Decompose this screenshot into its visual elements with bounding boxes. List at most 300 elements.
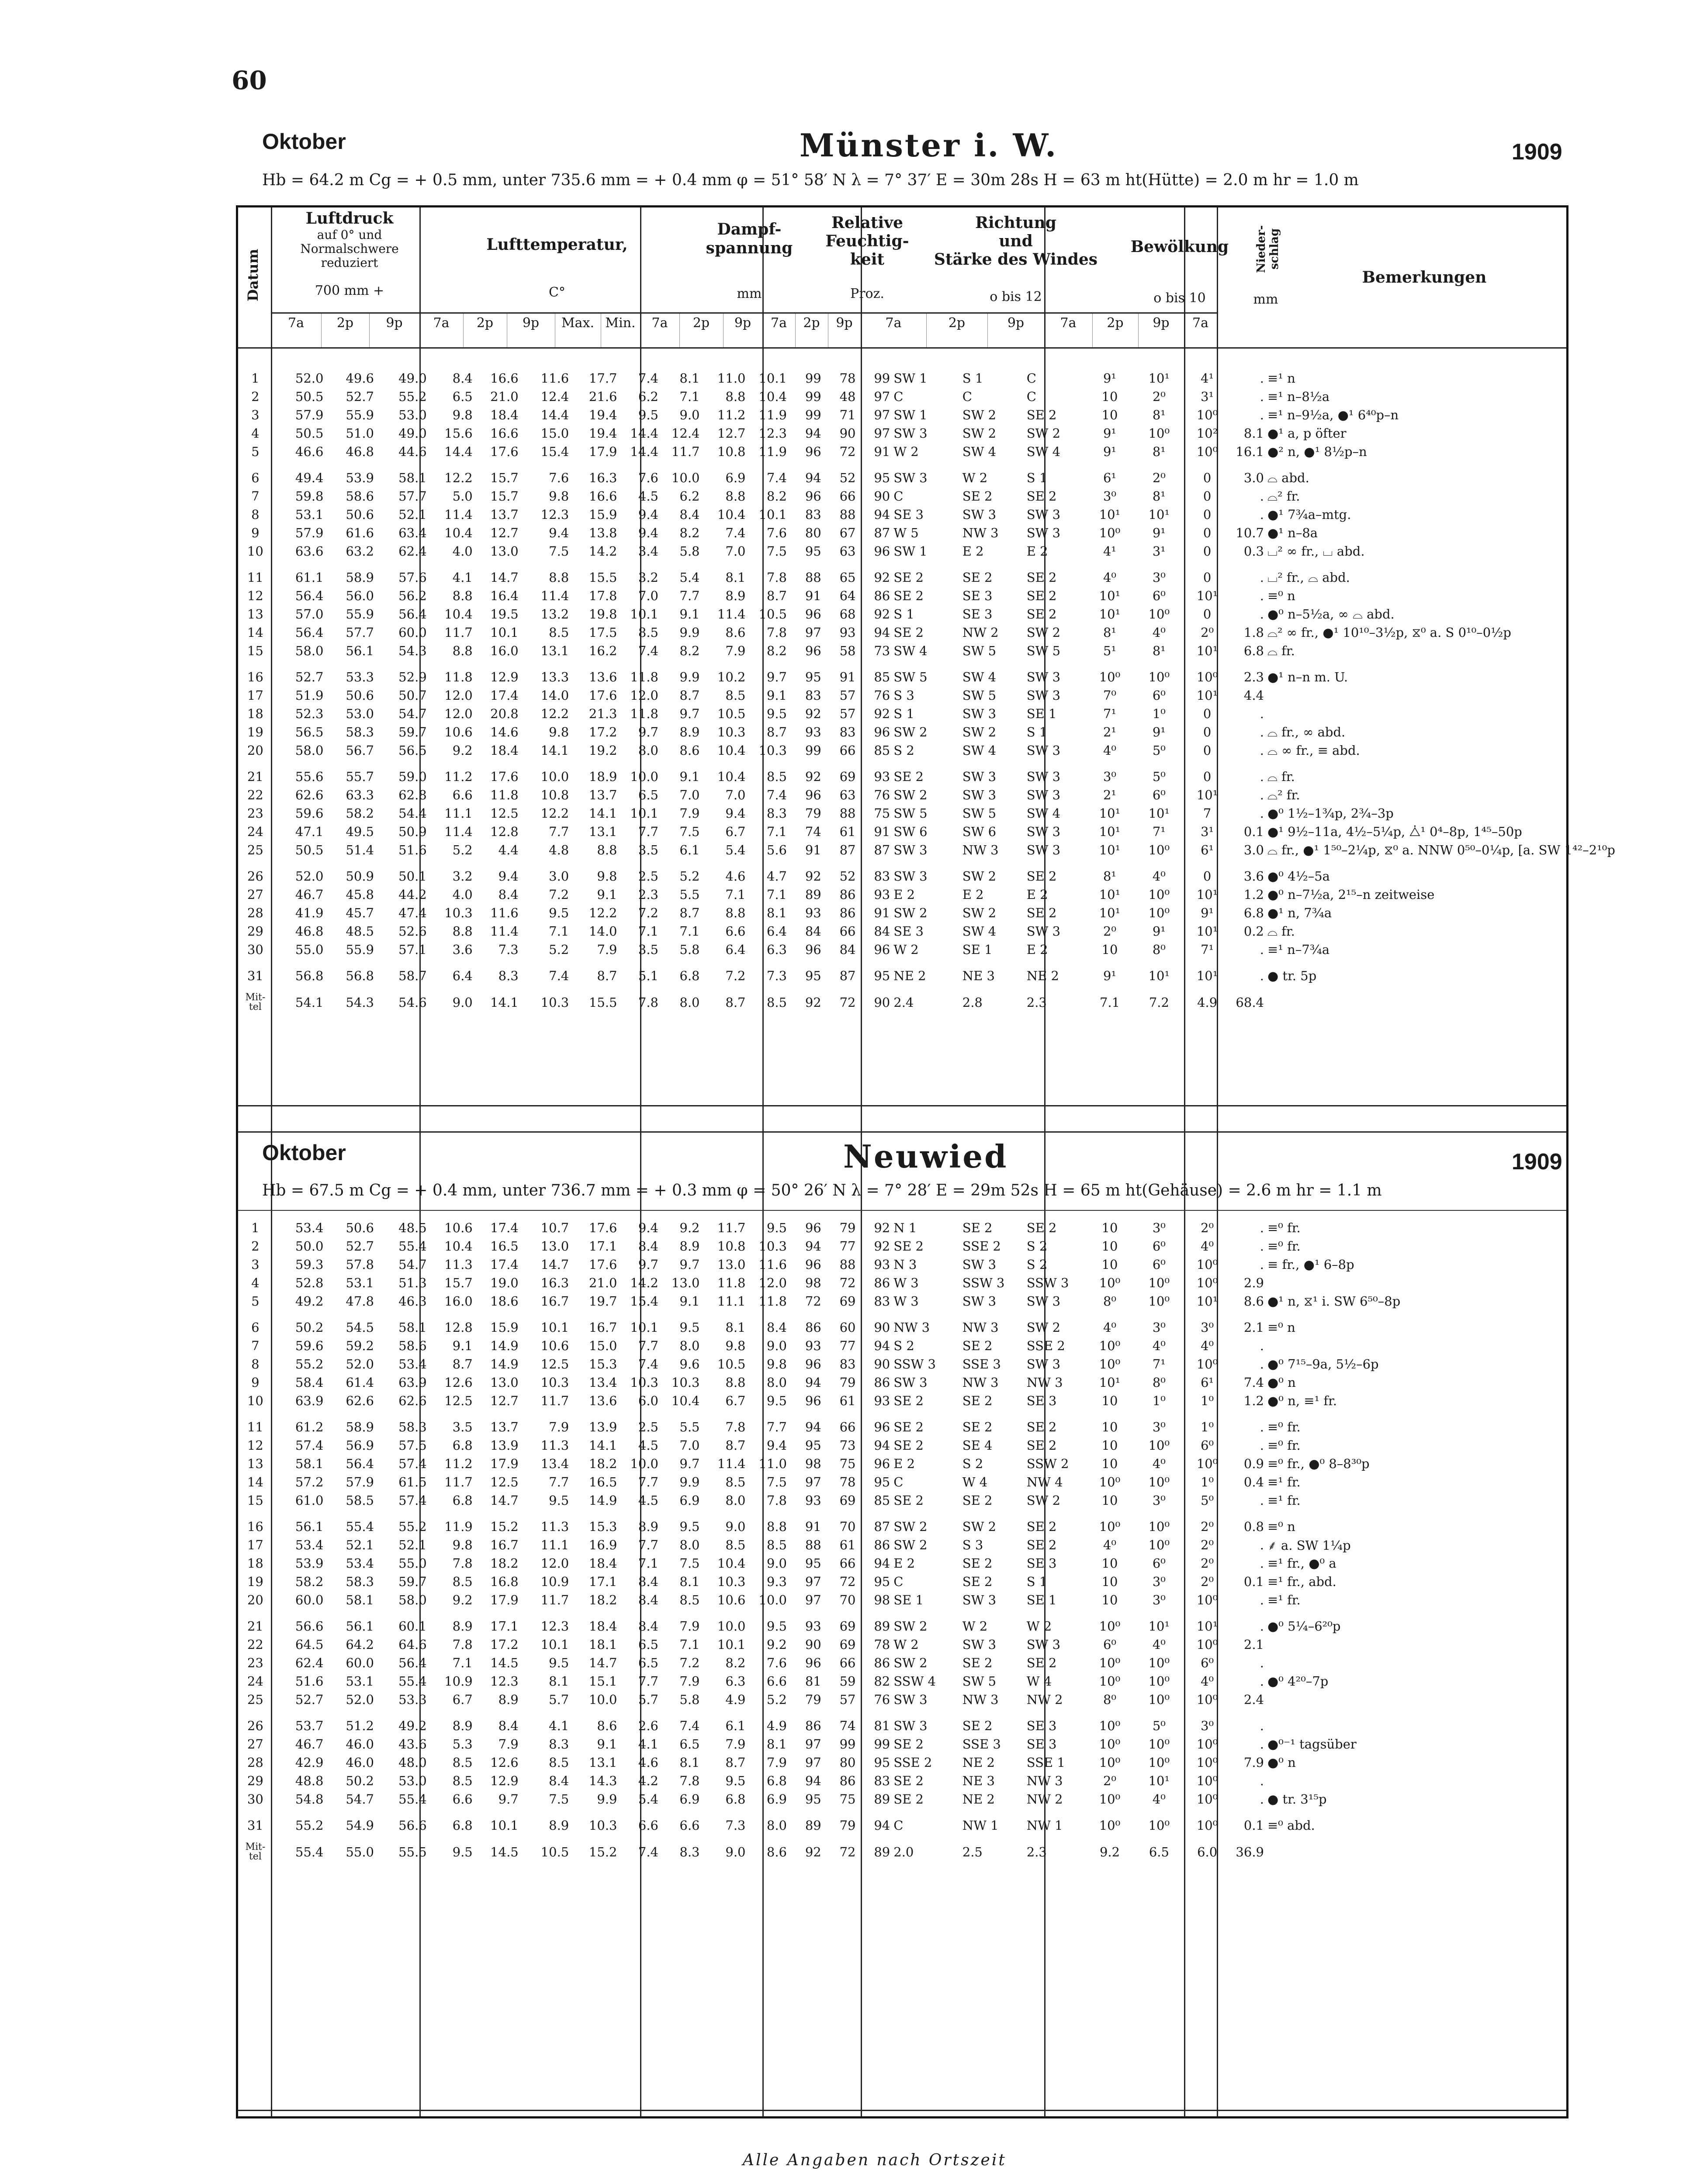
table-cell: 24 bbox=[247, 1674, 263, 1689]
table-cell: C bbox=[893, 1818, 904, 1833]
table-cell: 7.5 bbox=[549, 1792, 569, 1807]
table-row bbox=[238, 885, 1566, 904]
table-cell: 80 bbox=[839, 1755, 856, 1770]
table-cell: 21.0 bbox=[490, 389, 519, 404]
table-cell: 10.6 bbox=[444, 725, 473, 740]
table-cell: 58.0 bbox=[398, 1593, 427, 1607]
table-cell: 21 bbox=[247, 1619, 263, 1634]
table-cell: 0 bbox=[1203, 769, 1212, 784]
table-cell: 56.9 bbox=[346, 1438, 374, 1453]
table-cell: 9.7 bbox=[638, 1257, 658, 1272]
table-cell: 10.1 bbox=[717, 1637, 746, 1652]
table-cell: S 2 bbox=[1026, 1239, 1048, 1254]
table-cell: 6.4 bbox=[766, 924, 787, 939]
time-header: 9p bbox=[522, 315, 540, 331]
table-cell: 20.8 bbox=[490, 706, 519, 721]
table-row bbox=[238, 967, 1566, 985]
table-cell: 10.3 bbox=[540, 1375, 569, 1390]
time-header: 2p bbox=[803, 315, 820, 331]
table-cell: 16.7 bbox=[540, 1294, 569, 1309]
table-cell: 9.0 bbox=[766, 1556, 787, 1571]
table-cell: 5.4 bbox=[725, 843, 746, 857]
table-cell: 7.4 bbox=[638, 1357, 658, 1372]
table-cell: 9.5 bbox=[549, 905, 569, 920]
table-cell: C bbox=[962, 389, 972, 404]
table-cell: 54.9 bbox=[346, 1818, 374, 1833]
table-cell: 19.8 bbox=[589, 607, 617, 622]
header-bewoelkung: Bewölkung bbox=[1130, 238, 1229, 256]
table-cell: SE 2 bbox=[1026, 1655, 1057, 1670]
table-cell: 50.9 bbox=[398, 824, 427, 839]
header-dampf-2: spannung bbox=[706, 239, 793, 257]
table-cell: 47.1 bbox=[295, 824, 324, 839]
table-cell: 53.0 bbox=[346, 706, 374, 721]
table-cell: 12.0 bbox=[540, 1556, 569, 1571]
table-cell: 8.8 bbox=[766, 1519, 787, 1534]
table-cell: . bbox=[1260, 1357, 1264, 1372]
table-cell: 13 bbox=[247, 1456, 263, 1471]
table-cell: 12.9 bbox=[490, 670, 519, 684]
table-cell: ≡⁰ n bbox=[1267, 1320, 1295, 1335]
table-cell: E 2 bbox=[1026, 887, 1048, 902]
table-cell: 5.4 bbox=[679, 570, 700, 585]
table-cell: 86 bbox=[839, 905, 856, 920]
table-cell: SE 2 bbox=[893, 570, 924, 585]
table-cell: 66 bbox=[839, 1420, 856, 1434]
mean-cell: 10.5 bbox=[540, 1845, 569, 1859]
table-cell bbox=[1266, 1772, 1566, 1790]
table-cell: SSW 3 bbox=[962, 1275, 1005, 1290]
table-cell: 2.6 bbox=[638, 1718, 658, 1733]
table-cell: 10⁰ bbox=[1099, 1718, 1121, 1733]
table-cell: 56.4 bbox=[295, 625, 324, 640]
table-cell: 81 bbox=[874, 1718, 890, 1733]
table-cell: 52.9 bbox=[398, 670, 427, 684]
table-cell: 14.1 bbox=[589, 1438, 617, 1453]
table-cell: SW 3 bbox=[1026, 788, 1061, 802]
table-cell: 58.0 bbox=[295, 743, 324, 758]
table-cell: N 3 bbox=[893, 1257, 917, 1272]
table-cell: 90 bbox=[874, 489, 890, 504]
table-cell: W 3 bbox=[893, 1275, 919, 1290]
table-cell: 4⁰ bbox=[1152, 1338, 1166, 1353]
table-cell: 9¹ bbox=[1201, 905, 1214, 920]
table-cell: ●¹ n, 7¾a bbox=[1267, 905, 1332, 920]
table-cell: E 2 bbox=[893, 1456, 915, 1471]
table-cell: 99 bbox=[805, 389, 821, 404]
table-cell: SE 3 bbox=[1026, 1737, 1057, 1752]
table-cell: 10.3 bbox=[444, 905, 473, 920]
table-cell: 12.3 bbox=[758, 426, 787, 441]
table-cell: 12.0 bbox=[630, 688, 658, 703]
table-cell: SW 3 bbox=[962, 788, 997, 802]
table-cell: 10.3 bbox=[717, 725, 746, 740]
table-cell: 16 bbox=[247, 1519, 263, 1534]
table-cell: 30 bbox=[247, 1792, 263, 1807]
section-2-station: Neuwied bbox=[843, 1138, 1008, 1175]
table-cell: 9.1 bbox=[597, 887, 617, 902]
table-cell: 10⁰ bbox=[1196, 444, 1218, 459]
table-cell: 58.5 bbox=[346, 1493, 374, 1508]
table-cell: 0 bbox=[1203, 544, 1212, 559]
header-bewoelkung-unit: o bis 10 bbox=[1153, 290, 1206, 306]
table-cell: 83 bbox=[805, 688, 821, 703]
table-row bbox=[238, 786, 1566, 804]
table-cell: 9.4 bbox=[725, 806, 746, 821]
table-cell: SW 3 bbox=[893, 1692, 928, 1707]
table-cell bbox=[1266, 686, 1566, 705]
table-cell: 19.0 bbox=[490, 1275, 519, 1290]
table-cell: SE 2 bbox=[1026, 588, 1057, 603]
table-cell: 0.8 bbox=[1243, 1519, 1264, 1534]
table-cell: S 1 bbox=[893, 706, 914, 721]
table-cell: 8.4 bbox=[638, 1574, 658, 1589]
table-cell: 10¹ bbox=[1099, 905, 1121, 920]
table-cell: 9.9 bbox=[597, 1792, 617, 1807]
table-cell: 58.3 bbox=[346, 1574, 374, 1589]
table-cell: 46.7 bbox=[295, 1737, 324, 1752]
table-cell: 20 bbox=[247, 743, 263, 758]
table-cell: SW 5 bbox=[962, 1674, 997, 1689]
table-cell: 2⁰ bbox=[1201, 1519, 1214, 1534]
table-cell: 74 bbox=[805, 824, 821, 839]
table-cell: SE 3 bbox=[1026, 1556, 1057, 1571]
table-cell: 56.4 bbox=[398, 1655, 427, 1670]
table-cell: ⌴² ∞ fr., ⌴ abd. bbox=[1267, 543, 1365, 559]
table-cell: 79 bbox=[805, 1692, 821, 1707]
table-cell: 10¹ bbox=[1196, 643, 1218, 658]
table-cell: SW 4 bbox=[1026, 444, 1061, 459]
table-cell: 11.3 bbox=[444, 1257, 473, 1272]
table-cell: 8¹ bbox=[1152, 444, 1166, 459]
table-cell: ≡⁰ fr. bbox=[1267, 1438, 1301, 1453]
table-cell: 53.7 bbox=[295, 1718, 324, 1733]
table-cell: 8.1 bbox=[549, 1674, 569, 1689]
table-cell: 6⁰ bbox=[1201, 1655, 1214, 1670]
table-cell: 91 bbox=[874, 905, 890, 920]
table-cell: 49.2 bbox=[295, 1294, 324, 1309]
table-cell: ●¹ n–n m. U. bbox=[1267, 670, 1348, 684]
table-cell: 9.0 bbox=[725, 1519, 746, 1534]
table-cell: 2.5 bbox=[638, 869, 658, 884]
table-cell: 97 bbox=[805, 1574, 821, 1589]
table-cell: 83 bbox=[874, 869, 890, 884]
table-cell: 93 bbox=[874, 887, 890, 902]
table-cell: 46.0 bbox=[346, 1755, 374, 1770]
table-cell: 50.1 bbox=[398, 869, 427, 884]
table-cell: SW 3 bbox=[1026, 670, 1061, 684]
table-cell: 10 bbox=[1101, 1239, 1118, 1254]
table-cell: 53.1 bbox=[346, 1674, 374, 1689]
table-cell: 9.8 bbox=[549, 725, 569, 740]
table-cell: 62.4 bbox=[398, 544, 427, 559]
table-cell: 5.6 bbox=[766, 843, 787, 857]
table-cell: 52 bbox=[839, 470, 856, 485]
table-cell: 87 bbox=[874, 843, 890, 857]
table-cell: 56.2 bbox=[398, 588, 427, 603]
table-cell: 17.1 bbox=[589, 1574, 617, 1589]
table-cell: 10⁰ bbox=[1196, 1818, 1218, 1833]
table-cell: 11.8 bbox=[444, 670, 473, 684]
table-cell: 18.1 bbox=[589, 1637, 617, 1652]
table-cell: 9.5 bbox=[679, 1320, 700, 1335]
table-cell: ●¹ a, p öfter bbox=[1267, 426, 1347, 441]
table-cell: S 1 bbox=[893, 607, 914, 622]
table-cell: 6⁰ bbox=[1152, 688, 1166, 703]
table-cell: SW 4 bbox=[962, 670, 997, 684]
table-cell: 8.0 bbox=[725, 1493, 746, 1508]
table-cell: 10.4 bbox=[717, 769, 746, 784]
table-cell: 54.7 bbox=[346, 1792, 374, 1807]
table-cell: 67 bbox=[839, 525, 856, 540]
table-cell: 94 bbox=[805, 1773, 821, 1788]
table-cell: 9.6 bbox=[679, 1357, 700, 1372]
table-cell: 7.0 bbox=[679, 788, 700, 802]
table-cell: 14.7 bbox=[490, 1493, 519, 1508]
table-cell: 3⁰ bbox=[1152, 570, 1166, 585]
table-cell: 95 bbox=[805, 670, 821, 684]
table-cell: 58.1 bbox=[398, 1320, 427, 1335]
table-cell: SW 5 bbox=[893, 806, 928, 821]
table-cell: 10.4 bbox=[444, 607, 473, 622]
mean-cell: 9.0 bbox=[452, 995, 473, 1010]
table-cell: 10⁰ bbox=[1099, 525, 1121, 540]
table-cell: 61 bbox=[839, 1538, 856, 1552]
table-cell: ⌓² fr. bbox=[1267, 787, 1300, 802]
table-cell: 11.0 bbox=[758, 1456, 787, 1471]
table-cell: 62.6 bbox=[295, 788, 324, 802]
table-cell: ≡¹ fr. bbox=[1267, 1475, 1301, 1489]
table-cell: 8¹ bbox=[1152, 489, 1166, 504]
table-cell: 10⁰ bbox=[1099, 1655, 1121, 1670]
table-cell: SE 2 bbox=[962, 1338, 993, 1353]
table-cell: 1.2 bbox=[1243, 1393, 1264, 1408]
table-cell: 8⁰ bbox=[1152, 942, 1166, 957]
table-cell: 50.2 bbox=[346, 1773, 374, 1788]
table-cell: SW 3 bbox=[1026, 843, 1061, 857]
table-cell: 8.8 bbox=[452, 643, 473, 658]
table-cell: 18.2 bbox=[589, 1593, 617, 1607]
table-cell: 7.8 bbox=[679, 1773, 700, 1788]
table-cell: 94 bbox=[874, 625, 890, 640]
table-cell: 7.4 bbox=[766, 788, 787, 802]
table-cell: 7.9 bbox=[679, 1619, 700, 1634]
table-cell: 6.3 bbox=[766, 942, 787, 957]
table-cell: 9.7 bbox=[679, 706, 700, 721]
table-cell: 83 bbox=[874, 1294, 890, 1309]
time-header: 2p bbox=[476, 315, 494, 331]
table-cell: 10⁰ bbox=[1148, 1519, 1170, 1534]
table-cell: 5.1 bbox=[638, 968, 658, 983]
table-cell: 11.8 bbox=[717, 1275, 746, 1290]
table-cell: 10⁰ bbox=[1196, 1737, 1218, 1752]
table-cell: S 2 bbox=[893, 743, 914, 758]
table-cell: 0.1 bbox=[1243, 824, 1264, 839]
table-cell: 83 bbox=[805, 507, 821, 522]
table-cell: 60.0 bbox=[346, 1655, 374, 1670]
table-cell: 4⁰ bbox=[1201, 1674, 1214, 1689]
table-cell: 12.5 bbox=[490, 1475, 519, 1489]
table-cell: 10.9 bbox=[540, 1574, 569, 1589]
table-cell: 97 bbox=[805, 625, 821, 640]
table-cell: 13.0 bbox=[540, 1239, 569, 1254]
table-cell: 8.5 bbox=[766, 1538, 787, 1552]
table-cell: 0 bbox=[1203, 525, 1212, 540]
table-cell: 18.4 bbox=[589, 1556, 617, 1571]
table-cell: 63.6 bbox=[295, 544, 324, 559]
table-cell: 8.5 bbox=[725, 1475, 746, 1489]
table-cell: 61 bbox=[839, 824, 856, 839]
table-cell: 91 bbox=[805, 843, 821, 857]
table-cell: 94 bbox=[805, 1239, 821, 1254]
table-cell: ⌓² ∞ fr., ●¹ 10¹⁰–3½p, ⧖⁰ a. S 0¹⁰–0½p bbox=[1267, 625, 1511, 640]
table-cell: 6.8 bbox=[1243, 905, 1264, 920]
table-cell: 58.6 bbox=[398, 1338, 427, 1353]
mean-cell: 54.3 bbox=[346, 995, 374, 1010]
table-cell: SE 2 bbox=[893, 1493, 924, 1508]
table-cell: 56.7 bbox=[346, 743, 374, 758]
table-cell: 53.3 bbox=[346, 670, 374, 684]
table-cell: 78 bbox=[839, 1475, 856, 1489]
table-cell: 53.4 bbox=[295, 1220, 324, 1235]
table-cell: 8.0 bbox=[766, 1818, 787, 1833]
table-cell: 13.1 bbox=[589, 824, 617, 839]
table-cell: 48.5 bbox=[346, 924, 374, 939]
table-row bbox=[238, 1536, 1566, 1554]
table-cell: 4⁰ bbox=[1103, 743, 1117, 758]
table-cell: 58.0 bbox=[295, 643, 324, 658]
table-cell: ●⁰ n, ≡¹ fr. bbox=[1267, 1393, 1337, 1408]
table-cell: ≡¹ n bbox=[1267, 371, 1295, 386]
table-cell: 1⁰ bbox=[1152, 706, 1166, 721]
table-cell: 6.9 bbox=[679, 1792, 700, 1807]
table-cell: 10⁰ bbox=[1148, 1538, 1170, 1552]
table-cell: 57 bbox=[839, 1692, 856, 1707]
table-cell: 10.6 bbox=[540, 1338, 569, 1353]
table-cell: 2¹ bbox=[1103, 725, 1117, 740]
table-cell: 8.2 bbox=[766, 643, 787, 658]
table-cell: 8.4 bbox=[766, 1320, 787, 1335]
table-cell: NW 3 bbox=[1026, 1375, 1063, 1390]
table-cell: 95 bbox=[805, 1438, 821, 1453]
table-cell: SE 2 bbox=[893, 1438, 924, 1453]
table-cell: ≡¹ fr. bbox=[1267, 1493, 1301, 1508]
table-cell: 10⁰ bbox=[1148, 1294, 1170, 1309]
table-cell: 55.9 bbox=[346, 942, 374, 957]
table-cell: 6⁰ bbox=[1152, 788, 1166, 802]
table-cell: 52.1 bbox=[398, 1538, 427, 1552]
table-cell: 93 bbox=[839, 625, 856, 640]
table-cell: 10⁰ bbox=[1196, 1755, 1218, 1770]
table-cell: C bbox=[893, 1475, 904, 1489]
table-cell: 7.4 bbox=[549, 968, 569, 983]
table-cell: 10.9 bbox=[444, 1674, 473, 1689]
table-cell: 0 bbox=[1203, 743, 1212, 758]
table-cell: 3⁰ bbox=[1152, 1493, 1166, 1508]
table-cell: 47.4 bbox=[398, 905, 427, 920]
header-wind-2: und bbox=[999, 232, 1033, 250]
table-cell: SSW 3 bbox=[1026, 1275, 1069, 1290]
table-cell: 10.4 bbox=[717, 743, 746, 758]
table-cell: . bbox=[1260, 1239, 1264, 1254]
table-cell: 6¹ bbox=[1103, 470, 1117, 485]
table-cell: 5 bbox=[251, 444, 260, 459]
table-cell: E 2 bbox=[893, 1556, 915, 1571]
table-cell: SW 6 bbox=[962, 824, 997, 839]
table-cell: 57.7 bbox=[346, 625, 374, 640]
table-cell: 19.2 bbox=[589, 743, 617, 758]
table-cell: ≡⁰ fr. bbox=[1267, 1239, 1301, 1254]
table-cell: ⌓ abd. bbox=[1267, 470, 1309, 485]
table-cell: W 3 bbox=[893, 1294, 919, 1309]
table-cell: 23 bbox=[247, 1655, 263, 1670]
table-cell: ⌓² fr. bbox=[1267, 488, 1300, 504]
time-header: 7a bbox=[288, 315, 304, 331]
table-cell: 87 bbox=[839, 968, 856, 983]
table-cell: 70 bbox=[839, 1519, 856, 1534]
table-cell: ●⁰ 5¼–6²⁰p bbox=[1267, 1619, 1341, 1634]
table-cell: 8.0 bbox=[638, 743, 658, 758]
table-cell: 50.5 bbox=[295, 426, 324, 441]
table-cell: 8.5 bbox=[725, 1538, 746, 1552]
table-cell: 8.3 bbox=[549, 1737, 569, 1752]
table-cell: 6.9 bbox=[679, 1493, 700, 1508]
header-feuchte-3: keit bbox=[850, 250, 885, 269]
table-cell: 11.1 bbox=[444, 806, 473, 821]
table-cell: 16.6 bbox=[589, 489, 617, 504]
table-cell: 9.3 bbox=[766, 1574, 787, 1589]
table-cell: 7.4 bbox=[766, 470, 787, 485]
table-cell: 6.6 bbox=[452, 788, 473, 802]
table-cell: 31 bbox=[247, 968, 263, 983]
table-cell: 92 bbox=[874, 1239, 890, 1254]
table-cell: 19.7 bbox=[589, 1294, 617, 1309]
table-cell: 10.3 bbox=[589, 1818, 617, 1833]
table-cell: 0 bbox=[1203, 869, 1212, 884]
table-cell: ≡ fr., ●¹ 6–8p bbox=[1267, 1257, 1354, 1272]
grid-hline bbox=[238, 347, 1566, 349]
table-cell: 59.2 bbox=[346, 1338, 374, 1353]
table-cell: 5⁰ bbox=[1152, 743, 1166, 758]
time-header: 2p bbox=[336, 315, 354, 331]
table-cell: 8.5 bbox=[725, 688, 746, 703]
table-cell: 52.7 bbox=[295, 670, 324, 684]
table-cell: . bbox=[1260, 1257, 1264, 1272]
table-cell: 8.6 bbox=[597, 1718, 617, 1733]
table-cell: 64.2 bbox=[346, 1637, 374, 1652]
table-cell: SW 2 bbox=[1026, 1320, 1061, 1335]
table-cell: SE 1 bbox=[1026, 706, 1057, 721]
table-cell: 6.4 bbox=[725, 942, 746, 957]
table-cell: 8.9 bbox=[549, 1818, 569, 1833]
time-header: 7a bbox=[1060, 315, 1077, 331]
table-cell: 57.5 bbox=[398, 1438, 427, 1453]
table-cell: 70 bbox=[839, 1593, 856, 1607]
table-cell: 15.7 bbox=[490, 489, 519, 504]
table-cell: 0 bbox=[1203, 725, 1212, 740]
table-cell: 7.5 bbox=[549, 544, 569, 559]
mean-cell bbox=[1266, 1842, 1566, 1862]
table-cell: 63.9 bbox=[295, 1393, 324, 1408]
table-row bbox=[238, 542, 1566, 560]
table-cell: 8.1 bbox=[679, 1755, 700, 1770]
table-cell: 11.4 bbox=[444, 507, 473, 522]
table-cell: 7.2 bbox=[549, 887, 569, 902]
table-cell: SW 3 bbox=[1026, 1357, 1061, 1372]
table-cell: 7⁰ bbox=[1103, 688, 1117, 703]
table-cell: 17.9 bbox=[490, 1456, 519, 1471]
table-cell: ⌴² fr., ⌓ abd. bbox=[1267, 570, 1350, 585]
